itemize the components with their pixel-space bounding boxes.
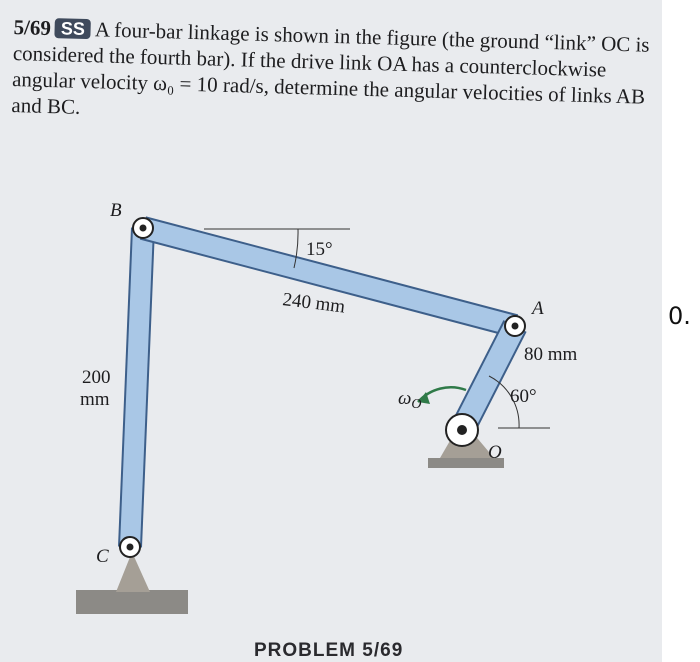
- ground-c: [76, 590, 188, 614]
- angle-15-label: 15°: [306, 239, 333, 260]
- link-oa: [462, 326, 515, 430]
- problem-number: 5/69: [13, 14, 52, 41]
- joint-b-pin: [140, 225, 147, 232]
- joint-o-pin: [457, 425, 467, 435]
- joint-c-pin: [127, 544, 134, 551]
- link-bc: [130, 228, 143, 547]
- pivot-bracket-c: [116, 552, 150, 592]
- handwritten-mark: 0.: [668, 302, 691, 330]
- length-ab-label: 240 mm: [281, 289, 347, 318]
- label-o: O: [488, 442, 502, 463]
- length-oa-label: 80 mm: [524, 344, 578, 365]
- problem-body: A four-bar linkage is shown in the figure (the ground “link” OC is considered the fourth bar). If the drive link OA has a counterclockwise angular velocity ω₀ = 10 rad/s, determine the angular velocities of links AB and BC.: [11, 17, 650, 119]
- length-bc-unit: mm: [80, 389, 110, 410]
- angle-60-label: 60°: [510, 386, 537, 407]
- label-c: C: [96, 546, 109, 567]
- omega-symbol: ω: [398, 388, 412, 409]
- label-b: B: [110, 200, 122, 221]
- omega-subscript: O: [411, 397, 422, 412]
- ss-badge: SS: [55, 18, 92, 39]
- problem-caption: PROBLEM 5/69: [254, 640, 404, 661]
- length-bc-value: 200: [82, 367, 111, 388]
- label-a: A: [532, 298, 544, 319]
- omega-label: [398, 388, 422, 412]
- joint-a-pin: [512, 323, 519, 330]
